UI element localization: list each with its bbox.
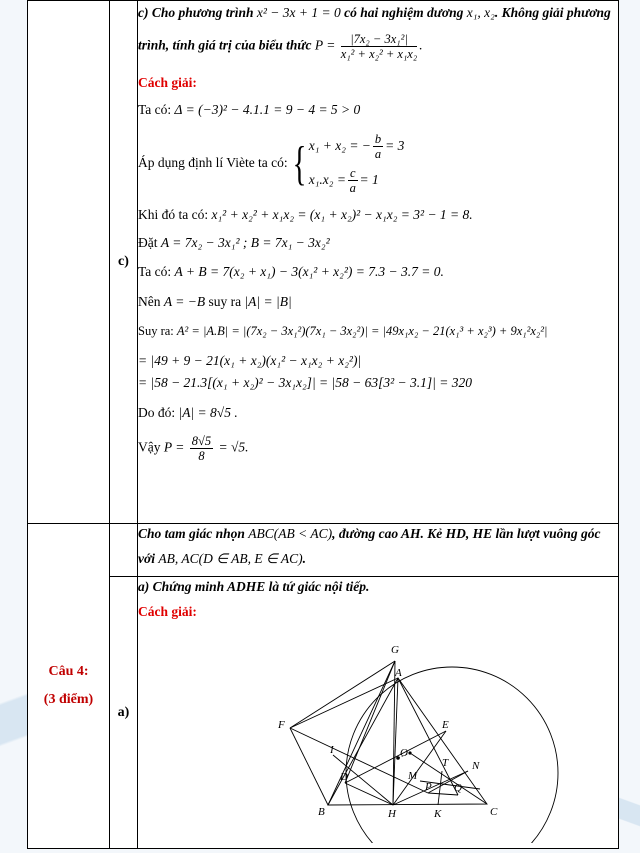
point-label-i: I [330, 743, 334, 756]
fraction-numerator: b [374, 132, 382, 147]
solution-table [27, 0, 619, 849]
prompt-text: trình, tính giá trị của biểu thức [138, 37, 312, 53]
step-text: suy ra [208, 294, 242, 310]
viete-sum-rhs: = 3 [385, 138, 405, 154]
step-prefix: Đặt [138, 234, 158, 250]
step-formula: = |58 − 21.3[(x₁ + x₂)² − 3x₁x₂]| = |58 − 63[3² − 3.1]| = 320 [138, 374, 472, 390]
method-heading: Cách giải: [138, 74, 197, 90]
a-equals-minus-b: A = −B [163, 294, 206, 310]
point-label-t: T [442, 756, 449, 769]
statement-text: Cho tam giác nhọn [138, 526, 245, 541]
step-formula: = |49 + 9 − 21(x₁ + x₂)(x₁² − x₁x₂ + x₂²)| [138, 352, 362, 368]
part-a-content [138, 577, 619, 849]
geometry-figure [250, 623, 610, 843]
point-label-e: E [442, 718, 449, 731]
fraction-denominator: a [374, 147, 382, 162]
question-4-title: Câu 4: [48, 664, 89, 679]
fraction-numerator: c [349, 166, 356, 181]
question-cell-empty [28, 1, 110, 524]
point-label-k: K [434, 807, 442, 820]
statement-math: AB, AC(D ∈ AB, E ∈ AC) [158, 550, 303, 566]
point-label-b: B [318, 805, 325, 818]
step-prefix: Ta có: [138, 101, 172, 117]
viete-system [288, 133, 405, 195]
question-4-statement [138, 524, 619, 577]
part-a-label: a) [110, 577, 138, 849]
abs-a-equals-abs-b: |A| = |B| [244, 294, 292, 310]
point-label-g: G [391, 643, 399, 656]
point-label-m: M [408, 769, 418, 782]
sum-squares-formula: x₁² + x₂² + x₁x₂ = (x₁ + x₂)² − x₁x₂ = 3² − 1 = 8. [211, 206, 473, 222]
fraction-denominator: a [349, 181, 356, 196]
prompt-text: . Không giải phương [494, 5, 611, 20]
question-4-points: (3 điểm) [43, 692, 94, 707]
roots: x₁, x₂ [466, 5, 495, 20]
abs-a-value: |A| = 8√5 . [178, 404, 238, 420]
prompt-text: c) Cho phương trình [138, 5, 254, 20]
viete-sum-lhs: x₁ + x₂ = − [308, 138, 371, 154]
fraction-denominator: 8 [198, 449, 205, 464]
a-squared-formula: A² = |A.B| = |(7x₂ − 3x₁²)(7x₁ − 3x₂²)| = |49x₁x₂ − 21(x₁³ + x₂³) + 9x₁²x₂²| [176, 324, 548, 339]
statement-text: , đường cao AH. Kẻ HD, HE lần lượt vuông góc [332, 526, 601, 541]
point-label-p: P [425, 780, 432, 793]
point-label-a: A [395, 666, 402, 679]
method-heading: Cách giải: [138, 603, 197, 619]
statement-math: ABC(AB < AC) [248, 526, 333, 541]
point-label-h: H [388, 807, 396, 820]
brace-symbol: { [292, 136, 307, 190]
p-lhs: P = [314, 37, 336, 53]
viete-prod-lhs: x₁.x₂ = [308, 172, 346, 188]
point-label-q: Q [454, 781, 462, 794]
a-plus-b-formula: A + B = 7(x₂ + x₁) − 3(x₁² + x₂²) = 7.3 − 3.7 = 0. [174, 264, 444, 280]
point-label-n: N [472, 759, 480, 772]
question-4-label-cell [28, 524, 110, 849]
part-a-prompt: a) Chứng minh ADHE là tứ giác nội tiếp. [138, 579, 370, 594]
part-c-content [138, 1, 619, 524]
statement-text: . [302, 550, 307, 566]
point-label-o: O [400, 746, 408, 759]
delta-formula: Δ = (−3)² − 4.1.1 = 9 − 4 = 5 > 0 [174, 101, 361, 117]
p-lhs: P = [163, 439, 185, 455]
equation: x² − 3x + 1 = 0 [256, 5, 341, 20]
viete-prod-rhs: = 1 [359, 172, 379, 188]
p-end: . [419, 37, 423, 53]
point-label-f: F [278, 718, 285, 731]
point-label-d: D [340, 770, 348, 783]
point-label-c: C [490, 805, 498, 818]
part-c-label: c) [110, 1, 138, 524]
statement-text: với [138, 550, 155, 566]
fraction-numerator: 8√5 [191, 434, 212, 449]
step-prefix: Nên [138, 294, 161, 310]
p-numerator: |7x₂ − 3x₁²| [341, 32, 417, 47]
step-prefix: Vậy [138, 439, 161, 455]
statement-label-cell [110, 524, 138, 577]
prompt-text: có hai nghiệm dương [344, 5, 464, 20]
p-denominator: x₁² + x₂² + x₁x₂ [340, 46, 418, 61]
step-prefix: Ta có: [138, 264, 172, 280]
viete-label: Áp dụng định lí Viète ta có: [138, 155, 288, 171]
final-answer: = √5. [218, 439, 249, 455]
p-fraction [341, 32, 417, 61]
step-prefix: Suy ra: [138, 324, 174, 339]
step-prefix: Do đó: [138, 404, 176, 420]
define-ab-formula: A = 7x₂ − 3x₁² ; B = 7x₁ − 3x₂² [160, 234, 330, 250]
step-prefix: Khi đó ta có: [138, 206, 209, 222]
